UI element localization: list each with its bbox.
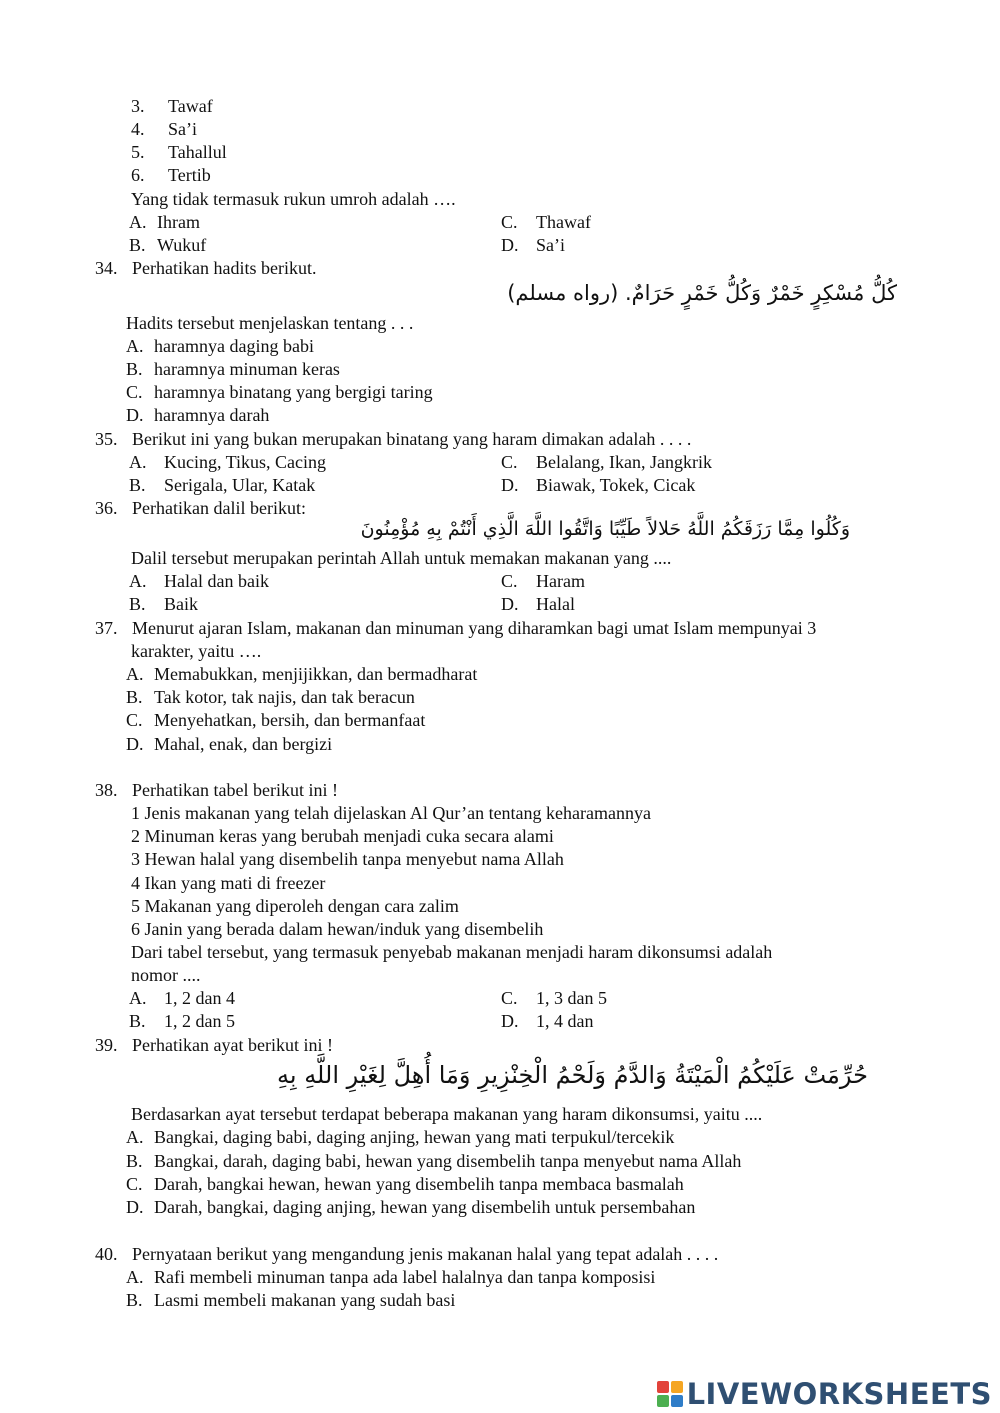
q38-question-cont: nomor .... [131,965,201,985]
logo-square-red [657,1381,669,1393]
q39-intro: 39. Perhatikan ayat berikut ini ! [95,1035,333,1055]
q37-option-b[interactable]: B. Tak kotor, tak najis, dan tak beracun [126,687,415,707]
q33-option-c[interactable]: C. Thawaf [501,212,591,232]
q38-question: Dari tabel tersebut, yang termasuk penyebab makanan menjadi haram dikonsumsi adalah [131,942,773,962]
q33-option-d[interactable]: D. Sa’i [501,235,565,255]
q37-question-cont: karakter, yaitu …. [131,641,262,661]
q33-option-b[interactable]: B. Wukuf [129,235,207,255]
q38-option-d[interactable]: D. 1, 4 dan [501,1011,594,1031]
q34-question: Hadits tersebut menjelaskan tentang . . . [126,313,414,333]
q34-option-a[interactable]: A. haramnya daging babi [126,336,314,356]
q35-question: 35. Berikut ini yang bukan merupakan binatang yang haram dimakan adalah . . . . [95,429,692,449]
logo-square-green [657,1395,669,1407]
q38-table-item-3: 3 Hewan halal yang disembelih tanpa menyebut nama Allah [131,849,564,869]
q38-option-a[interactable]: A. 1, 2 dan 4 [129,988,235,1008]
q37-option-d[interactable]: D. Mahal, enak, dan bergizi [126,734,333,754]
q34-option-d[interactable]: D. haramnya darah [126,405,270,425]
q33-item-4: 4. Sa’i [131,119,197,139]
q36-intro: 36. Perhatikan dalil berikut: [95,498,306,518]
q40-question: 40. Pernyataan berikut yang mengandung jenis makanan halal yang tepat adalah . . . . [95,1244,719,1264]
q38-table-item-2: 2 Minuman keras yang berubah menjadi cuka secara alami [131,826,554,846]
liveworksheets-logo-icon [657,1381,683,1407]
q35-option-b[interactable]: B. Serigala, Ular, Katak [129,475,316,495]
q40-option-a[interactable]: A. Rafi membeli minuman tanpa ada label halalnya dan tanpa komposisi [126,1267,656,1287]
logo-square-blue [671,1395,683,1407]
q33-item-5: 5. Tahallul [131,142,227,162]
logo-square-orange [671,1381,683,1393]
q39-option-d[interactable]: D. Darah, bangkai, daging anjing, hewan yang disembelih untuk persembahan [126,1197,696,1217]
q38-table-item-1: 1 Jenis makanan yang telah dijelaskan Al Qur’an tentang keharamannya [131,803,651,823]
q36-option-a[interactable]: A. Halal dan baik [129,571,269,591]
q35-option-a[interactable]: A. Kucing, Tikus, Cacing [129,452,327,472]
q37-option-a[interactable]: A. Memabukkan, menjijikkan, dan bermadharat [126,664,478,684]
q36-option-d[interactable]: D. Halal [501,594,575,614]
q36-question: Dalil tersebut merupakan perintah Allah untuk memakan makanan yang .... [131,548,672,568]
q34-intro: 34. Perhatikan hadits berikut. [95,258,317,278]
q34-arabic-hadith: كُلُّ مُسْكِرٍ خَمْرٌ وَكُلُّ خَمْرٍ حَرَامٌ. (رواه مسلم) [507,281,897,305]
q39-option-c[interactable]: C. Darah, bangkai hewan, hewan yang disembelih tanpa membaca basmalah [126,1174,684,1194]
q35-option-c[interactable]: C. Belalang, Ikan, Jangkrik [501,452,712,472]
q38-option-c[interactable]: C. 1, 3 dan 5 [501,988,607,1008]
q34-option-c[interactable]: C. haramnya binatang yang bergigi taring [126,382,433,402]
q38-option-b[interactable]: B. 1, 2 dan 5 [129,1011,235,1031]
q36-option-b[interactable]: B. Baik [129,594,198,614]
q39-arabic-ayat: حُرِّمَتْ عَلَيْكُمُ الْمَيْتَةُ وَالدَّمُ وَلَحْمُ الْخِنْزِيرِ وَمَا أُهِلَّ لِغَيْرِ اللَّهِ بِهِ [277,1061,868,1089]
q33-option-a[interactable]: A. Ihram [129,212,200,232]
q38-table-item-6: 6 Janin yang berada dalam hewan/induk yang disembelih [131,919,544,939]
q38-table-item-4: 4 Ikan yang mati di freezer [131,873,326,893]
q35-option-d[interactable]: D. Biawak, Tokek, Cicak [501,475,696,495]
q39-question: Berdasarkan ayat tersebut terdapat beberapa makanan yang haram dikonsumsi, yaitu .... [131,1104,763,1124]
q36-option-c[interactable]: C. Haram [501,571,585,591]
q33-item-6: 6. Tertib [131,165,211,185]
q38-intro: 38. Perhatikan tabel berikut ini ! [95,780,338,800]
q37-option-c[interactable]: C. Menyehatkan, bersih, dan bermanfaat [126,710,426,730]
q39-option-a[interactable]: A. Bangkai, daging babi, daging anjing, hewan yang mati terpukul/tercekik [126,1127,675,1147]
q34-option-b[interactable]: B. haramnya minuman keras [126,359,340,379]
liveworksheets-logo[interactable] [657,1376,992,1411]
liveworksheets-logo-text: LIVEWORKSHEETS [686,1376,992,1411]
q39-option-b[interactable]: B. Bangkai, darah, daging babi, hewan yang disembelih tanpa menyebut nama Allah [126,1151,742,1171]
q40-option-b[interactable]: B. Lasmi membeli makanan yang sudah basi [126,1290,456,1310]
q37-question: 37. Menurut ajaran Islam, makanan dan minuman yang diharamkan bagi umat Islam mempunyai 3 [95,618,817,638]
q33-item-3: 3. Tawaf [131,96,213,116]
q33-question: Yang tidak termasuk rukun umroh adalah …. [131,189,456,209]
q38-table-item-5: 5 Makanan yang diperoleh dengan cara zalim [131,896,459,916]
q36-arabic-verse: وَكُلُوا مِمَّا رَزَقَكُمُ اللَّهُ حَلالاً طَيِّبًا وَاتَّقُوا اللَّهَ الَّذِي أَنْتُمْ بِهِ مُؤْمِنُونَ [360,518,850,540]
